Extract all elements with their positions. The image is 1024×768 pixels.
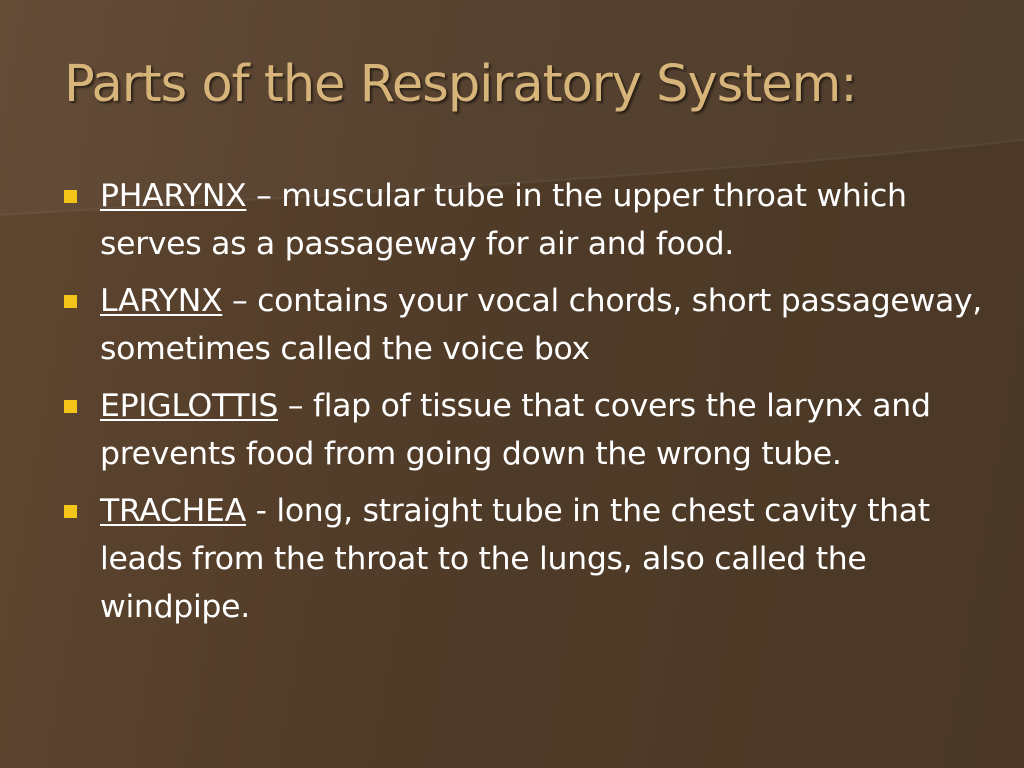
- term-pharynx: PHARYNX: [100, 178, 247, 214]
- term-epiglottis: EPIGLOTTIS: [100, 388, 279, 424]
- definition-pharynx: – muscular tube in the upper throat which serves as a passageway for air and food.: [100, 178, 907, 262]
- bullet-item-epiglottis: [100, 382, 1000, 478]
- term-larynx: LARYNX: [100, 283, 223, 319]
- bullet-item-trachea: [100, 487, 1000, 631]
- square-bullet-icon: [64, 190, 77, 203]
- square-bullet-icon: [64, 505, 77, 518]
- bullet-item-larynx: [100, 277, 1000, 373]
- square-bullet-icon: [64, 400, 77, 413]
- definition-trachea: - long, straight tube in the chest cavity that leads from the throat to the lungs, also called the windpipe.: [100, 493, 930, 625]
- definition-larynx: – contains your vocal chords, short passageway, sometimes called the voice box: [100, 283, 983, 367]
- term-trachea: TRACHEA: [100, 493, 246, 529]
- square-bullet-icon: [64, 295, 77, 308]
- definition-epiglottis: – flap of tissue that covers the larynx and prevents food from going down the wrong tube.: [100, 388, 931, 472]
- bullet-list: [100, 172, 1000, 640]
- slide-title: Parts of the Respiratory System:: [64, 55, 857, 114]
- bullet-item-pharynx: [100, 172, 1000, 268]
